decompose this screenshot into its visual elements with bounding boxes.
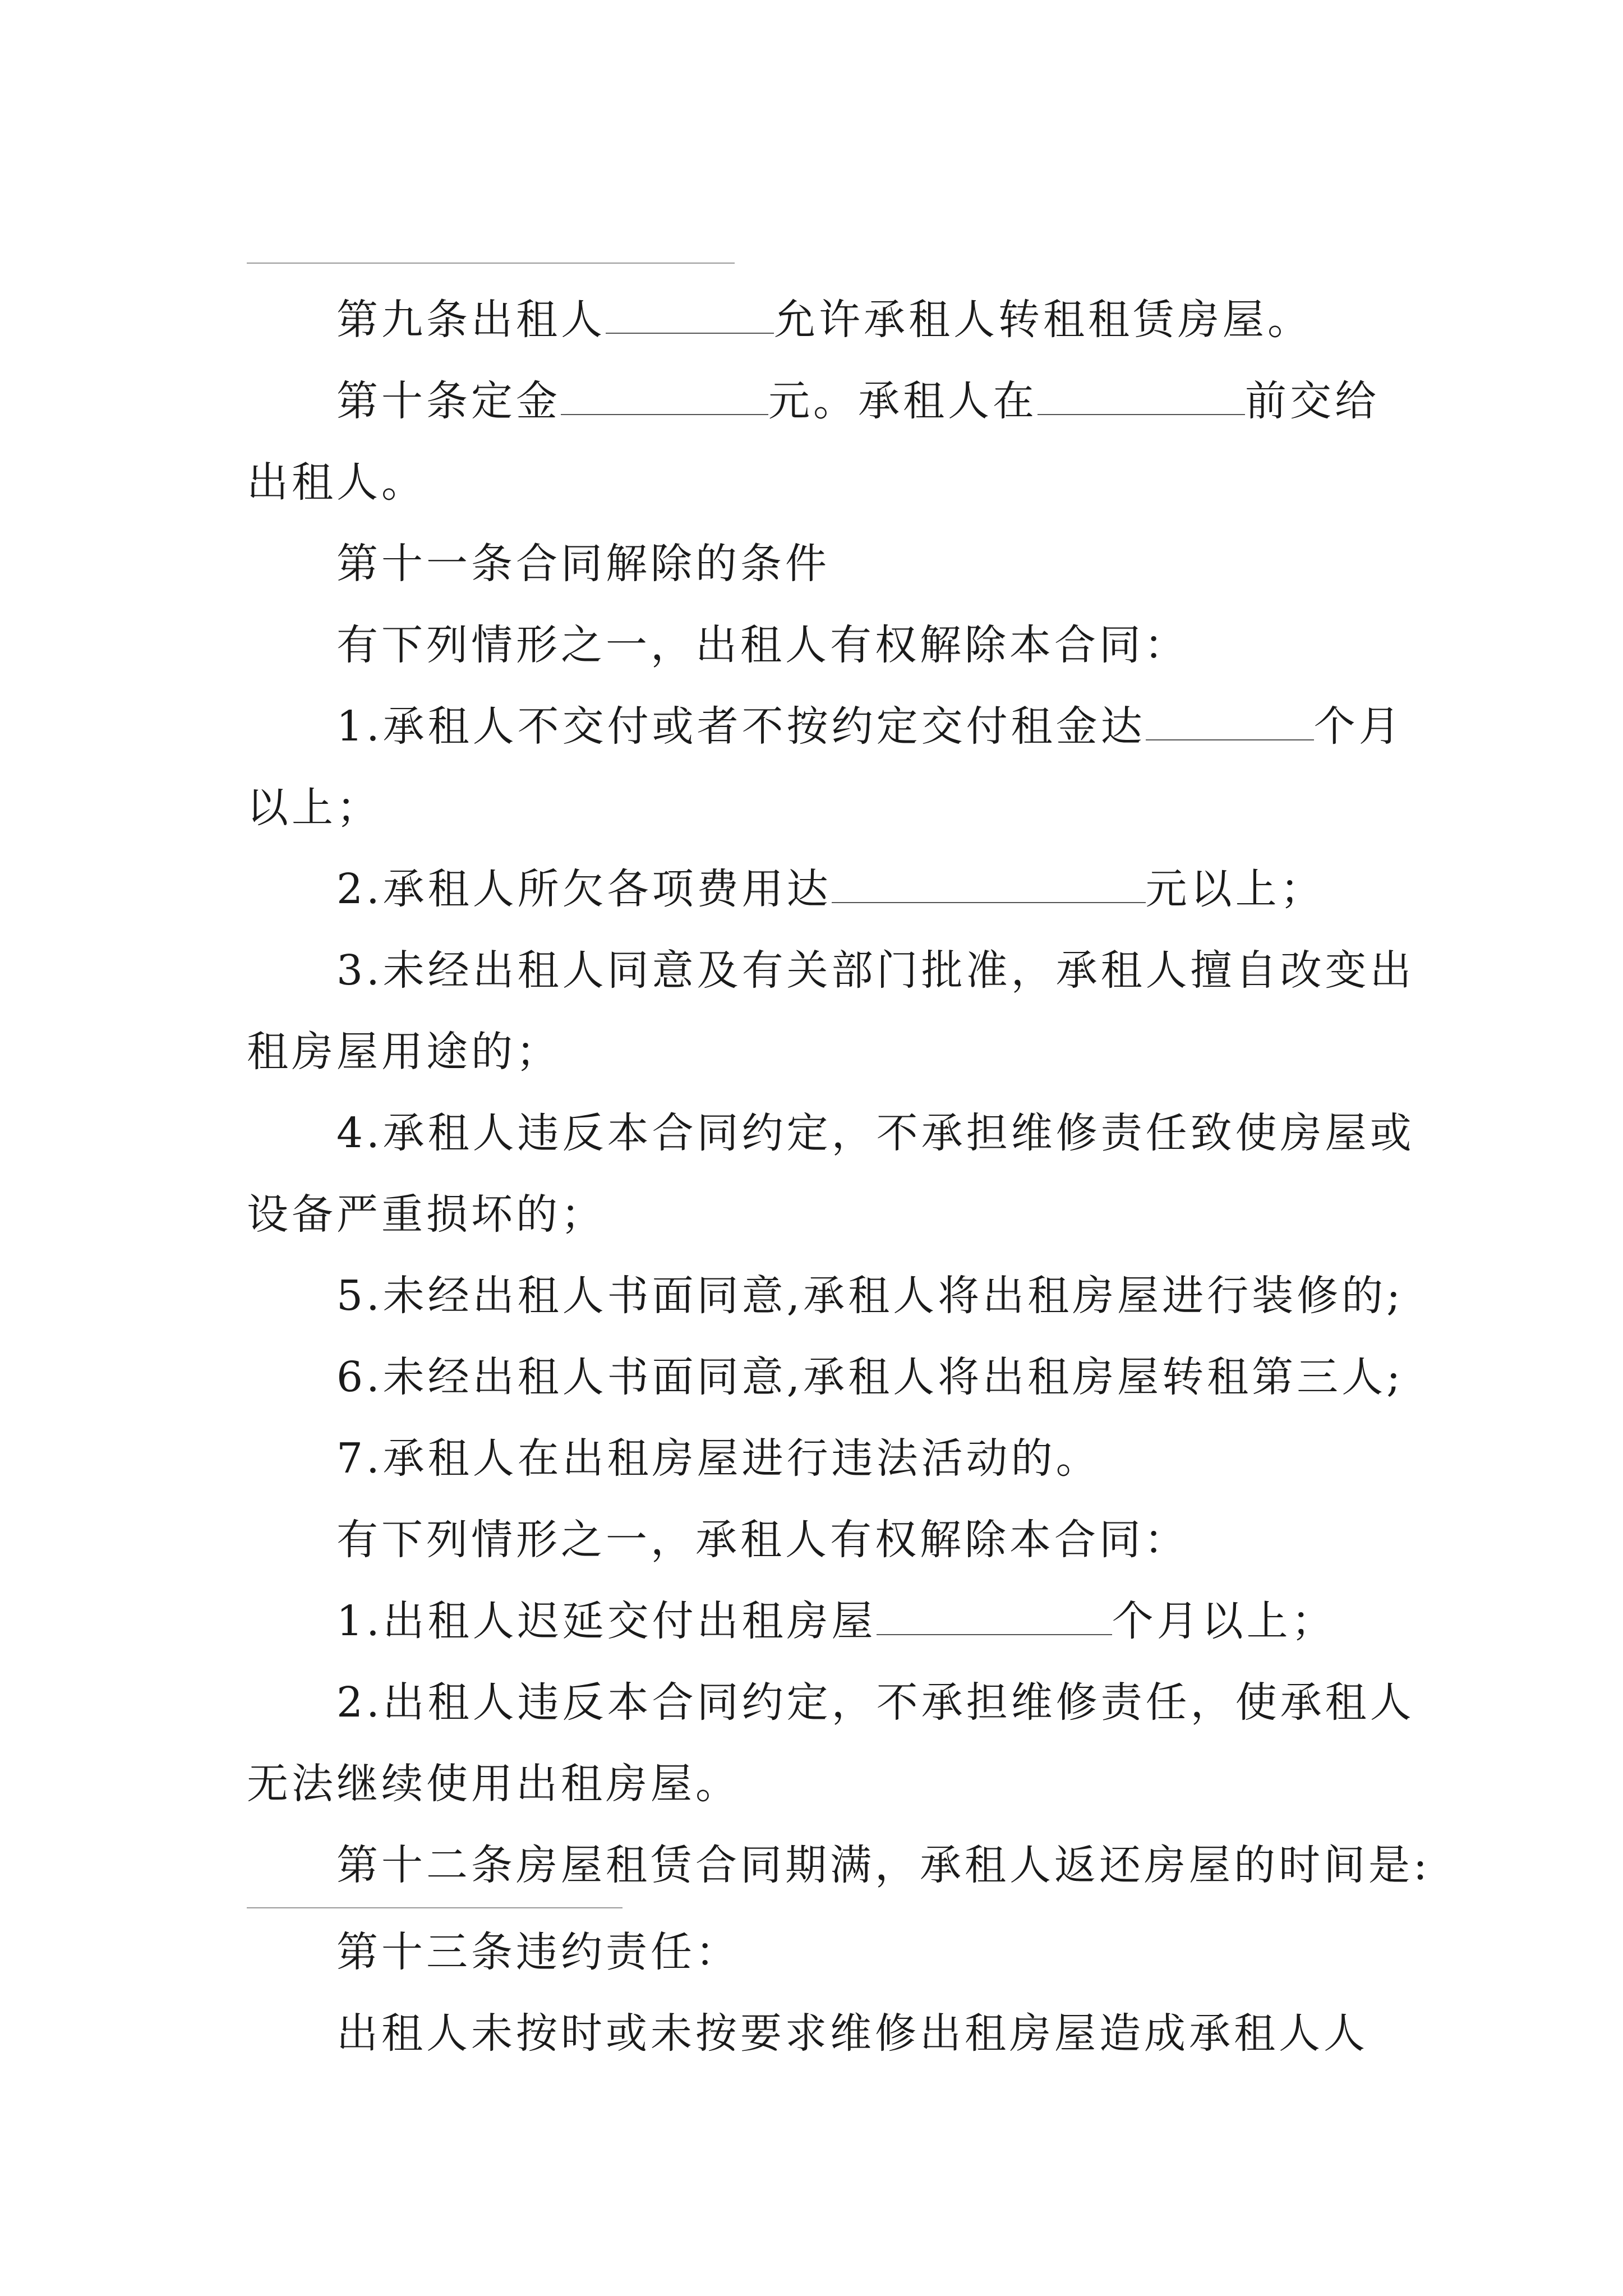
text-segment: 1.承租人不交付或者不按约定交付租金达 <box>336 702 1146 751</box>
list-item <box>336 942 1415 999</box>
text-segment: 第十二条房屋租赁合同期满，承租人返还房屋的时间是: <box>336 1841 1431 1889</box>
text-segment: 个月 <box>1313 702 1404 751</box>
blank-line-bottom <box>247 1907 623 1908</box>
text-segment: 无法继续使用出租房屋。 <box>247 1760 740 1808</box>
list-item <box>336 1349 1404 1405</box>
text-line <box>247 454 426 510</box>
clause-9-line <box>336 292 1312 348</box>
fill-blank[interactable] <box>606 298 774 334</box>
clause-10-line <box>336 373 1380 429</box>
text-segment: 第十三条违约责任： <box>336 1928 740 1976</box>
text-segment: 第十条定金 <box>336 377 561 425</box>
list-item <box>336 1105 1415 1161</box>
fill-blank[interactable] <box>1038 379 1245 415</box>
list-item <box>336 698 1404 754</box>
text-segment: 元。承租人在 <box>768 377 1038 425</box>
text-segment: 以上； <box>247 784 381 832</box>
text-line <box>336 617 1189 673</box>
text-segment: 有下列情形之一，出租人有权解除本合同： <box>336 621 1189 669</box>
text-segment: 出租人未按时或未按要求维修出租房屋造成承租人人 <box>336 2009 1368 2058</box>
list-item <box>336 1430 1101 1487</box>
text-segment: 7.承租人在出租房屋进行违法活动的。 <box>336 1434 1101 1483</box>
text-segment: 5.未经出租人书面同意,承租人将出租房屋进行装修的; <box>336 1272 1404 1320</box>
clause-13-heading <box>336 1924 740 1980</box>
text-segment: 第十一条合同解除的条件 <box>336 540 830 588</box>
text-segment: 第九条出租人 <box>336 296 606 344</box>
list-item <box>336 1674 1415 1731</box>
clause-12-line <box>336 1837 1431 1893</box>
text-line <box>247 1186 606 1243</box>
text-segment: 个月以上； <box>1112 1597 1336 1645</box>
text-segment: 3.未经出租人同意及有关部门批准，承租人擅自改变出 <box>336 946 1415 995</box>
text-segment: 前交给 <box>1245 377 1380 425</box>
text-segment: 租房屋用途的； <box>247 1028 561 1076</box>
list-item <box>336 1593 1336 1649</box>
blank-line-top <box>247 263 735 264</box>
text-line <box>247 780 381 836</box>
fill-blank[interactable] <box>832 867 1146 903</box>
text-segment: 元以上； <box>1145 865 1325 913</box>
text-segment: 设备严重损坏的； <box>247 1190 606 1239</box>
text-segment: 出租人。 <box>247 458 426 507</box>
text-line <box>247 1024 561 1080</box>
fill-blank[interactable] <box>1146 705 1314 740</box>
text-segment: 6.未经出租人书面同意,承租人将出租房屋转租第三人; <box>336 1353 1404 1401</box>
text-segment: 允许承租人转租租赁房屋。 <box>774 296 1312 344</box>
list-item <box>336 861 1325 917</box>
text-segment: 1.出租人迟延交付出租房屋 <box>336 1597 877 1645</box>
text-segment: 4.承租人违反本合同约定，不承担维修责任致使房屋或 <box>336 1109 1415 1157</box>
text-line <box>336 2005 1368 2062</box>
clause-11-heading <box>336 536 830 592</box>
text-segment: 2.承租人所欠各项费用达 <box>336 865 832 913</box>
text-line <box>336 1512 1189 1568</box>
text-segment: 2.出租人违反本合同约定，不承担维修责任，使承租人 <box>336 1678 1415 1727</box>
text-segment: 有下列情形之一，承租人有权解除本合同： <box>336 1516 1189 1564</box>
list-item <box>336 1268 1404 1324</box>
fill-blank[interactable] <box>561 379 768 415</box>
text-line <box>247 1756 740 1812</box>
fill-blank[interactable] <box>877 1599 1112 1635</box>
